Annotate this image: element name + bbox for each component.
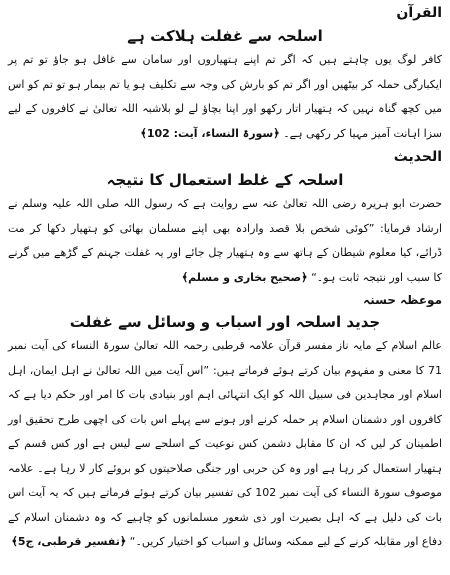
- quran-text: کافر لوگ یوں چاہتے ہیں کہ اگر تم اپنے ہتھیاروں اور سامان سے غافل ہو جاؤ تو تم پر ایکبارگی حملہ کر بیٹھیں اور اگر تم کو بارش کی وجہ سے تکلیف ہو یا تم بیمار ہو تو تم کو اس میں کچھ گناہ نہیں کہ ہتھیار اتار رکھو اور اپنا بچاؤ لے لو بلاشبہ اللہ تعالیٰ نے کافروں کے لیے سزا اہانت آمیز مہیا کر رکھی ہے۔: [8, 53, 442, 140]
- sermon-section: [8, 290, 442, 555]
- section-heading-sermon: جدید اسلحہ اور اسباب و وسائل سے غفلت: [69, 313, 381, 331]
- sermon-reference: ﴿تفسیر قرطبی، ج5﴾: [11, 535, 127, 548]
- hadith-reference: ﴿صحیح بخاری و مسلم﴾: [181, 270, 308, 284]
- section-label-hadith: الحدیث: [393, 149, 442, 165]
- section-label-quran: القرآن: [396, 5, 442, 21]
- sermon-paragraph: [8, 334, 442, 555]
- hadith-paragraph: [8, 192, 442, 290]
- hadith-section: [8, 146, 442, 290]
- section-heading-hadith: اسلحہ کے غلط استعمال کا نتیجہ: [106, 171, 344, 189]
- quran-section: [8, 2, 442, 146]
- quran-paragraph: [8, 48, 442, 146]
- section-label-sermon: موعظہ حسنہ: [363, 293, 442, 307]
- section-heading-quran: اسلحہ سے غفلت ہلاکت ہے: [127, 27, 323, 45]
- hadith-text: حضرت ابو ہریرہ رضی اللہ تعالیٰ عنہ سے روایت ہے کہ رسول اللہ صلی اللہ علیہ وسلم نے ارشاد فرمایا: ”کوئی شخص بلا قصد وارادہ بھی اپنے مسلمان بھائی کو ہتھیار دکھا کر مت ڈرائے، کیا معلوم شیطان کے ہاتھ سے وہ ہتھیار چل جائے اور یہ غفلت جہنم کے گڑھے میں گرنے کا سبب اور نتیجہ ثابت ہو۔“: [8, 197, 442, 284]
- sermon-text: عالم اسلام کے مایہ ناز مفسر قرآن علامہ قرطبی رحمہ اللہ تعالیٰ سورۃ النساء کی آیت نمبر 71 کا معنی و مفہوم بیان کرتے ہوئے فرماتے ہیں: ”اس آیت میں اللہ تعالیٰ نے اہل ایمان، اہل اسلام اور مجاہدین فی سبیل اللہ کو ایک انتہائی اہم اور بنیادی بات کا امر اور حکم دیا ہے کہ کافروں اور دشمنان اسلام پر حملہ کرنے اور ہونے سے پہلے اس بات کی اچھی طرح تحقیق اور اطمینان کر لیں کہ ان کا مقابل دشمن کس نوعیت کے اسلحے سے لیس ہے اور کس قسم کے ہتھیار استعمال کر رہا ہے اور وہ کن حربی اور جنگی صلاحیتوں کو بروئے کار لا رہا ہے۔ علامہ موصوف سورۃ النساء کی آیت نمبر 102 کی تفسیر بیان کرتے ہوئے فرماتے ہیں کہ یہ آیت اس بات کی دلیل ہے کہ اہل بصیرت اور ذی شعور مسلمانوں کو چاہیے کہ وہ دشمنان اسلام کے دفاع اور مقابلہ کرنے کے لیے ممکنہ وسائل و اسباب کو اختیار کریں۔“: [8, 339, 442, 548]
- quran-reference: ﴿سورۃ النساء، آیت: 102﴾: [140, 126, 280, 140]
